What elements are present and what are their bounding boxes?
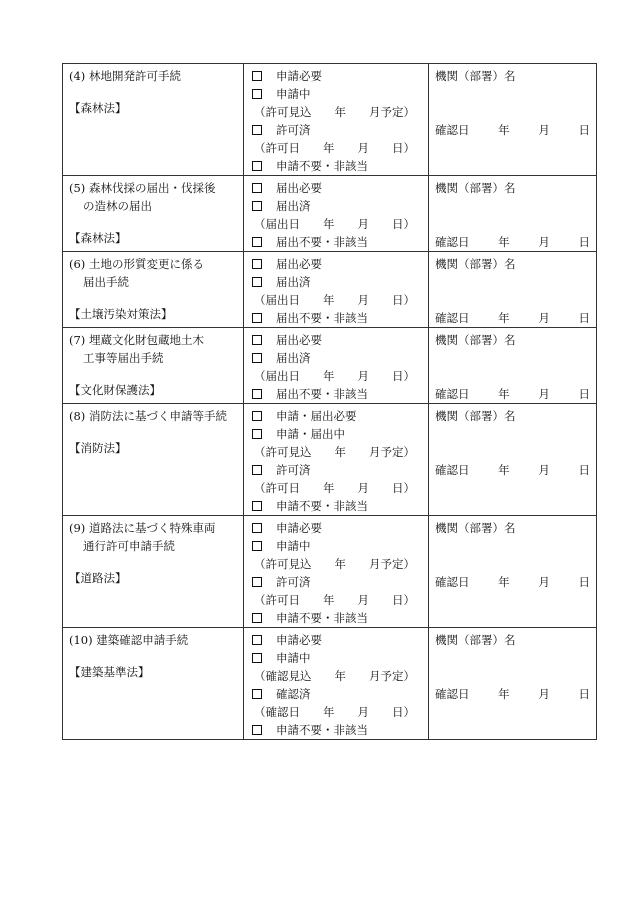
confirmation-day: 日	[578, 463, 590, 477]
status-option[interactable]	[250, 407, 424, 425]
status-option-label: 申請中	[276, 539, 311, 553]
law-name: 【土壌汚染対策法】	[69, 307, 173, 321]
status-option[interactable]	[250, 197, 424, 215]
checkbox-icon[interactable]	[252, 71, 262, 81]
procedure-name-cell	[63, 328, 244, 404]
date-fill-line: （届出日 年 月 日）	[254, 369, 415, 383]
procedure-name-cell	[63, 176, 244, 252]
confirmation-label: 確認日	[435, 463, 470, 477]
status-option-label: 確認済	[276, 687, 311, 701]
checkbox-icon[interactable]	[252, 335, 262, 345]
checkbox-icon[interactable]	[252, 541, 262, 551]
status-options-cell	[244, 252, 429, 328]
status-options-cell	[244, 64, 429, 176]
confirmation-month: 月	[538, 311, 550, 325]
date-fill-line: （許可日 年 月 日）	[254, 141, 415, 155]
status-option[interactable]	[250, 67, 424, 85]
checkbox-icon[interactable]	[252, 725, 262, 735]
confirmation-date	[435, 309, 590, 327]
status-option[interactable]	[250, 385, 424, 403]
confirmation-date	[435, 573, 590, 591]
status-option[interactable]	[250, 349, 424, 367]
procedure-title: (7) 埋蔵文化財包蔵地土木	[69, 333, 204, 347]
status-options-cell	[244, 516, 429, 628]
agency-label: 機関（部署）名	[435, 181, 516, 195]
confirmation-day: 日	[578, 575, 590, 589]
agency-label: 機関（部署）名	[435, 633, 516, 647]
status-option[interactable]	[250, 273, 424, 291]
confirmation-month: 月	[538, 687, 550, 701]
confirmation-year: 年	[498, 387, 510, 401]
agency-cell	[429, 516, 597, 628]
status-option-label: 届出必要	[276, 257, 322, 271]
confirmation-label: 確認日	[435, 311, 470, 325]
status-option-label: 申請・届出中	[276, 427, 345, 441]
date-fill-line: （許可見込 年 月予定）	[254, 105, 415, 119]
status-option-label: 申請必要	[276, 521, 322, 535]
confirmation-day: 日	[578, 123, 590, 137]
status-option-label: 許可済	[276, 575, 311, 589]
date-fill-line: （届出日 年 月 日）	[254, 217, 415, 231]
procedure-title-continued: の造林の届出	[83, 199, 152, 213]
procedure-title: (9) 道路法に基づく特殊車両	[69, 521, 216, 535]
status-option[interactable]	[250, 519, 424, 537]
confirmation-date	[435, 233, 590, 251]
checkbox-icon[interactable]	[252, 259, 262, 269]
status-option[interactable]	[250, 685, 424, 703]
procedure-title-continued: 工事等届出手続	[83, 351, 164, 365]
status-option-label: 許可済	[276, 463, 311, 477]
confirmation-month: 月	[538, 123, 550, 137]
confirmation-year: 年	[498, 687, 510, 701]
agency-cell	[429, 628, 597, 740]
confirmation-year: 年	[498, 463, 510, 477]
agency-cell	[429, 252, 597, 328]
confirmation-month: 月	[538, 575, 550, 589]
procedure-row	[63, 516, 597, 628]
status-option[interactable]	[250, 179, 424, 197]
checkbox-icon[interactable]	[252, 277, 262, 287]
permit-checklist-table	[62, 63, 597, 740]
status-option[interactable]	[250, 497, 424, 515]
confirmation-date	[435, 461, 590, 479]
procedure-title: (5) 森林伐採の届出・伐採後	[69, 181, 216, 195]
status-option[interactable]	[250, 609, 424, 627]
status-option-label: 申請・届出必要	[276, 409, 357, 423]
confirmation-date	[435, 121, 590, 139]
date-fill-line: （許可日 年 月 日）	[254, 481, 415, 495]
agency-cell	[429, 176, 597, 252]
status-option[interactable]	[250, 121, 424, 139]
agency-label: 機関（部署）名	[435, 257, 516, 271]
law-name: 【建築基準法】	[69, 665, 150, 679]
status-option[interactable]	[250, 649, 424, 667]
confirmation-year: 年	[498, 235, 510, 249]
procedure-title-continued: 通行許可申請手続	[83, 539, 175, 553]
status-option-label: 申請必要	[276, 633, 322, 647]
confirmation-day: 日	[578, 311, 590, 325]
checkbox-icon[interactable]	[252, 465, 262, 475]
date-fill-line: （許可日 年 月 日）	[254, 593, 415, 607]
status-option[interactable]	[250, 233, 424, 251]
confirmation-year: 年	[498, 311, 510, 325]
checkbox-icon[interactable]	[252, 653, 262, 663]
status-option-label: 届出不要・非該当	[276, 311, 368, 325]
checkbox-icon[interactable]	[252, 429, 262, 439]
checkbox-icon[interactable]	[252, 635, 262, 645]
checkbox-icon[interactable]	[252, 161, 262, 171]
procedure-row	[63, 64, 597, 176]
status-option-label: 申請中	[276, 87, 311, 101]
confirmation-date	[435, 685, 590, 703]
status-option-label: 届出必要	[276, 333, 322, 347]
checkbox-icon[interactable]	[252, 237, 262, 247]
confirmation-day: 日	[578, 687, 590, 701]
status-option[interactable]	[250, 331, 424, 349]
status-option[interactable]	[250, 721, 424, 739]
agency-label: 機関（部署）名	[435, 409, 516, 423]
date-fill-line: （確認見込 年 月予定）	[254, 669, 415, 683]
status-option[interactable]	[250, 631, 424, 649]
checkbox-icon[interactable]	[252, 501, 262, 511]
checkbox-icon[interactable]	[252, 313, 262, 323]
status-options-cell	[244, 328, 429, 404]
checkbox-icon[interactable]	[252, 613, 262, 623]
status-option-label: 申請必要	[276, 69, 322, 83]
procedure-row	[63, 328, 597, 404]
agency-cell	[429, 404, 597, 516]
confirmation-day: 日	[578, 235, 590, 249]
status-option[interactable]	[250, 309, 424, 327]
law-name: 【森林法】	[69, 231, 127, 245]
checkbox-icon[interactable]	[252, 411, 262, 421]
procedure-title: (8) 消防法に基づく申請等手続	[69, 409, 227, 423]
agency-cell	[429, 328, 597, 404]
status-option-label: 申請不要・非該当	[276, 611, 368, 625]
status-option-label: 申請不要・非該当	[276, 723, 368, 737]
status-option-label: 申請不要・非該当	[276, 159, 368, 173]
confirmation-label: 確認日	[435, 123, 470, 137]
status-options-cell	[244, 176, 429, 252]
checkbox-icon[interactable]	[252, 183, 262, 193]
checkbox-icon[interactable]	[252, 389, 262, 399]
confirmation-year: 年	[498, 123, 510, 137]
procedure-name-cell	[63, 628, 244, 740]
agency-label: 機関（部署）名	[435, 333, 516, 347]
procedure-title-continued: 届出手続	[83, 275, 129, 289]
confirmation-month: 月	[538, 235, 550, 249]
status-option[interactable]	[250, 85, 424, 103]
procedure-title: (4) 林地開発許可手続	[69, 69, 181, 83]
date-fill-line: （許可見込 年 月予定）	[254, 445, 415, 459]
procedure-row	[63, 404, 597, 516]
status-option-label: 届出済	[276, 275, 311, 289]
status-option-label: 届出不要・非該当	[276, 387, 368, 401]
procedure-name-cell	[63, 404, 244, 516]
status-option-label: 申請中	[276, 651, 311, 665]
confirmation-date	[435, 385, 590, 403]
procedure-row	[63, 628, 597, 740]
checkbox-icon[interactable]	[252, 689, 262, 699]
procedure-name-cell	[63, 64, 244, 176]
status-option-label: 届出済	[276, 199, 311, 213]
procedure-title: (6) 土地の形質変更に係る	[69, 257, 204, 271]
confirmation-year: 年	[498, 575, 510, 589]
checkbox-icon[interactable]	[252, 125, 262, 135]
law-name: 【文化財保護法】	[69, 383, 161, 397]
confirmation-day: 日	[578, 387, 590, 401]
law-name: 【消防法】	[69, 441, 127, 455]
procedure-name-cell	[63, 516, 244, 628]
procedure-title: (10) 建築確認申請手続	[69, 633, 189, 647]
confirmation-label: 確認日	[435, 575, 470, 589]
confirmation-month: 月	[538, 463, 550, 477]
status-option[interactable]	[250, 157, 424, 175]
date-fill-line: （届出日 年 月 日）	[254, 293, 415, 307]
status-option[interactable]	[250, 425, 424, 443]
checkbox-icon[interactable]	[252, 89, 262, 99]
status-option[interactable]	[250, 255, 424, 273]
status-options-cell	[244, 404, 429, 516]
procedure-row	[63, 252, 597, 328]
status-option-label: 届出済	[276, 351, 311, 365]
procedure-row	[63, 176, 597, 252]
law-name: 【道路法】	[69, 571, 127, 585]
date-fill-line: （確認日 年 月 日）	[254, 705, 415, 719]
law-name: 【森林法】	[69, 101, 127, 115]
status-option[interactable]	[250, 461, 424, 479]
status-options-cell	[244, 628, 429, 740]
agency-cell	[429, 64, 597, 176]
agency-label: 機関（部署）名	[435, 69, 516, 83]
confirmation-label: 確認日	[435, 235, 470, 249]
checkbox-icon[interactable]	[252, 353, 262, 363]
confirmation-label: 確認日	[435, 387, 470, 401]
date-fill-line: （許可見込 年 月予定）	[254, 557, 415, 571]
confirmation-month: 月	[538, 387, 550, 401]
status-option-label: 許可済	[276, 123, 311, 137]
checkbox-icon[interactable]	[252, 201, 262, 211]
checkbox-icon[interactable]	[252, 577, 262, 587]
confirmation-label: 確認日	[435, 687, 470, 701]
agency-label: 機関（部署）名	[435, 521, 516, 535]
status-option-label: 申請不要・非該当	[276, 499, 368, 513]
status-option-label: 届出必要	[276, 181, 322, 195]
status-option-label: 届出不要・非該当	[276, 235, 368, 249]
status-option[interactable]	[250, 537, 424, 555]
procedure-name-cell	[63, 252, 244, 328]
status-option[interactable]	[250, 573, 424, 591]
checkbox-icon[interactable]	[252, 523, 262, 533]
